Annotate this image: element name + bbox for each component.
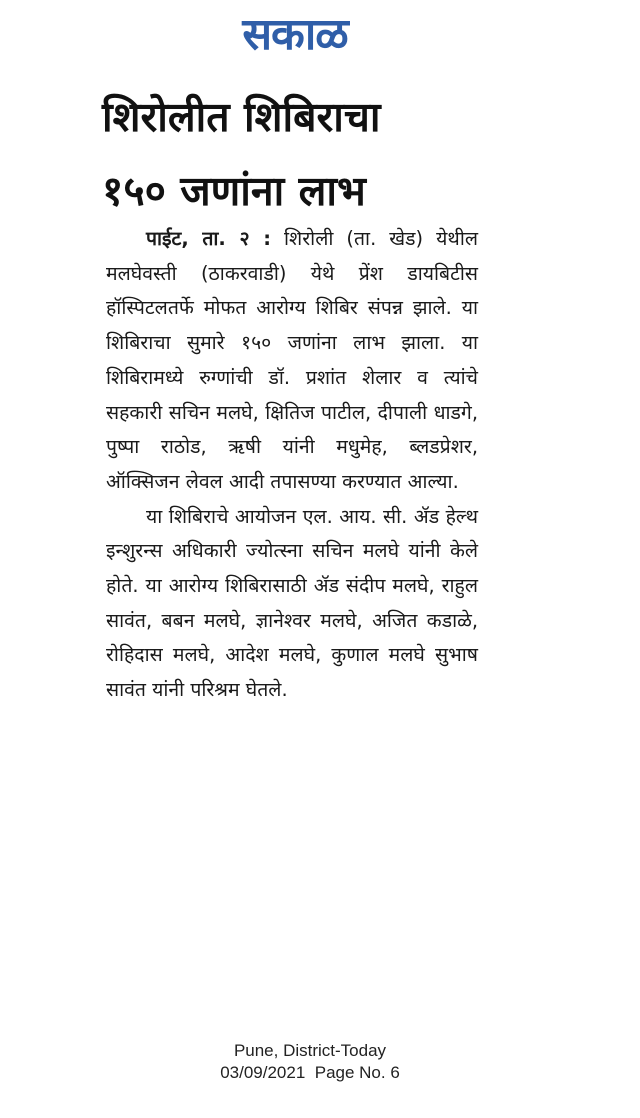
masthead-underline	[0, 0, 640, 62]
article-headline	[102, 80, 532, 228]
article-paragraph-1-text: शिरोली (ता. खेड) येथील मलघेवस्ती (ठाकरवाडी) येथे प्रेंश डायबिटीस हॉस्पिटलतर्फे मोफत आरोग्य शिबिर संपन्न झाले. या शिबिराचा सुमारे १५० जणांना लाभ झाला. या शिबिरामध्ये रुग्णांची डॉ. प्रशांत शेलार व त्यांचे सहकारी सचिन मलघे, क्षितिज पाटील, दीपाली धाडगे, पुष्पा राठोड, ऋषी यांनी मधुमेह, ब्लडप्रेशर, ऑक्सिजन लेवल आदी तपासण्या करण्यात आल्या.	[106, 227, 478, 493]
footer-date-page: 03/09/2021 Page No. 6	[220, 1063, 400, 1082]
article-dateline: पाईट, ता. २ :	[146, 227, 271, 250]
headline-line-2: १५० जणांना लाभ	[102, 167, 366, 215]
article-paragraph-2: या शिबिराचे आयोजन एल. आय. सी. ॲड हेल्थ इन्शुरन्स अधिकारी ज्योत्स्ना सचिन मलघे यांनी केले होते. या आरोग्य शिबिरासाठी ॲड संदीप मलघे, राहुल सावंत, बबन मलघे, ज्ञानेश्वर मलघे, अजित कडाळे, रोहिदास मलघे, आदेश मलघे, कुणाल मलघे सुभाष सावंत यांनी परिश्रम घेतले.	[106, 504, 478, 702]
article-body	[106, 222, 478, 708]
headline-line-1: शिरोलीत शिबिराचा	[102, 93, 381, 141]
article-paragraph-1	[106, 222, 478, 500]
masthead-logo-text: सकाळ	[242, 9, 348, 60]
source-footer	[160, 1040, 460, 1084]
footer-edition: Pune, District-Today	[233, 1041, 387, 1060]
